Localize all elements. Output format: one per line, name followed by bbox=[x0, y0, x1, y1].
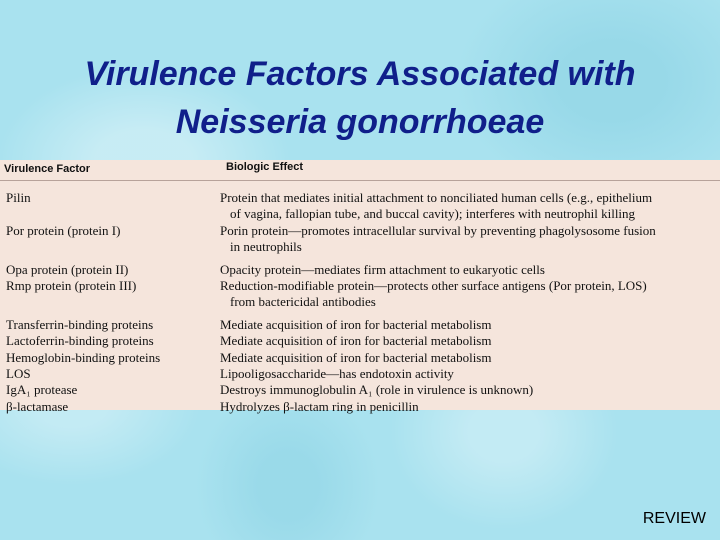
biologic-effect-line: Mediate acquisition of iron for bacterial metabolism bbox=[220, 333, 492, 349]
header-biologic-effect: Biologic Effect bbox=[226, 161, 304, 173]
biologic-effect-cell bbox=[220, 223, 720, 256]
biologic-effect-cell bbox=[220, 366, 720, 382]
biologic-effect-cell bbox=[220, 333, 720, 349]
table-row bbox=[0, 382, 720, 398]
virulence-factor-cell: Opa protein (protein II) bbox=[6, 261, 129, 277]
table-row bbox=[0, 262, 720, 278]
table-row bbox=[0, 278, 720, 311]
slide-title-line-1: Virulence Factors Associated with bbox=[84, 55, 636, 93]
virulence-factor-cell: Lactoferrin-binding proteins bbox=[6, 333, 154, 349]
header-virulence-factor: Virulence Factor bbox=[4, 163, 90, 175]
biologic-effect-cell bbox=[220, 190, 720, 223]
virulence-factor-cell: Rmp protein (protein III) bbox=[6, 278, 137, 294]
table-row bbox=[0, 333, 720, 349]
biologic-effect-cell bbox=[220, 399, 720, 415]
virulence-factor-cell: Hemoglobin-binding proteins bbox=[6, 349, 161, 365]
table-row bbox=[0, 399, 720, 415]
biologic-effect-cell bbox=[220, 278, 720, 311]
table-row bbox=[0, 223, 720, 256]
biologic-effect-line: Hydrolyzes β-lactam ring in penicillin bbox=[220, 398, 419, 414]
virulence-factor-cell: Pilin bbox=[6, 190, 31, 205]
biologic-effect-line: Destroys immunoglobulin A₁ (role in virulence is unknown) bbox=[220, 382, 534, 398]
table-body bbox=[0, 190, 720, 415]
virulence-factor-cell: IgA₁ protease bbox=[6, 382, 78, 398]
slide-title-line-2: Neisseria gonorrhoeae bbox=[175, 103, 545, 141]
biologic-effect-line: Protein that mediates initial attachment to nonciliated human cells (e.g., epithelium bbox=[220, 190, 653, 205]
virulence-factor-cell: Por protein (protein I) bbox=[6, 222, 121, 238]
slide-title bbox=[0, 50, 720, 146]
biologic-effect-cell bbox=[220, 262, 720, 278]
review-label: REVIEW bbox=[642, 510, 706, 527]
virulence-factor-cell: β-lactamase bbox=[6, 398, 69, 414]
biologic-effect-line: Reduction-modifiable protein—protects other surface antigens (Por protein, LOS) bbox=[220, 278, 647, 294]
table-row bbox=[0, 350, 720, 366]
virulence-factor-cell: Transferrin-binding proteins bbox=[6, 316, 154, 332]
table-row bbox=[0, 190, 720, 223]
biologic-effect-line: Lipooligosaccharide—has endotoxin activity bbox=[220, 366, 454, 382]
virulence-factor-cell: LOS bbox=[6, 366, 31, 382]
virulence-factor-table bbox=[0, 160, 720, 414]
biologic-effect-line: Opacity protein—mediates firm attachment to eukaryotic cells bbox=[220, 261, 545, 277]
biologic-effect-cell bbox=[220, 350, 720, 366]
biologic-effect-line: from bactericidal antibodies bbox=[230, 294, 376, 310]
biologic-effect-line: Mediate acquisition of iron for bacterial metabolism bbox=[220, 316, 492, 332]
biologic-effect-line: Mediate acquisition of iron for bacterial metabolism bbox=[220, 349, 492, 365]
biologic-effect-cell bbox=[220, 382, 720, 398]
biologic-effect-line: Porin protein—promotes intracellular survival by preventing phagolysosome fusion bbox=[220, 222, 656, 238]
biologic-effect-cell bbox=[220, 317, 720, 333]
biologic-effect-line: in neutrophils bbox=[230, 239, 302, 255]
biologic-effect-line: of vagina, fallopian tube, and buccal cavity); interferes with neutrophil killing bbox=[230, 206, 636, 222]
table-header bbox=[0, 160, 720, 181]
table-row bbox=[0, 366, 720, 382]
table-row bbox=[0, 317, 720, 333]
